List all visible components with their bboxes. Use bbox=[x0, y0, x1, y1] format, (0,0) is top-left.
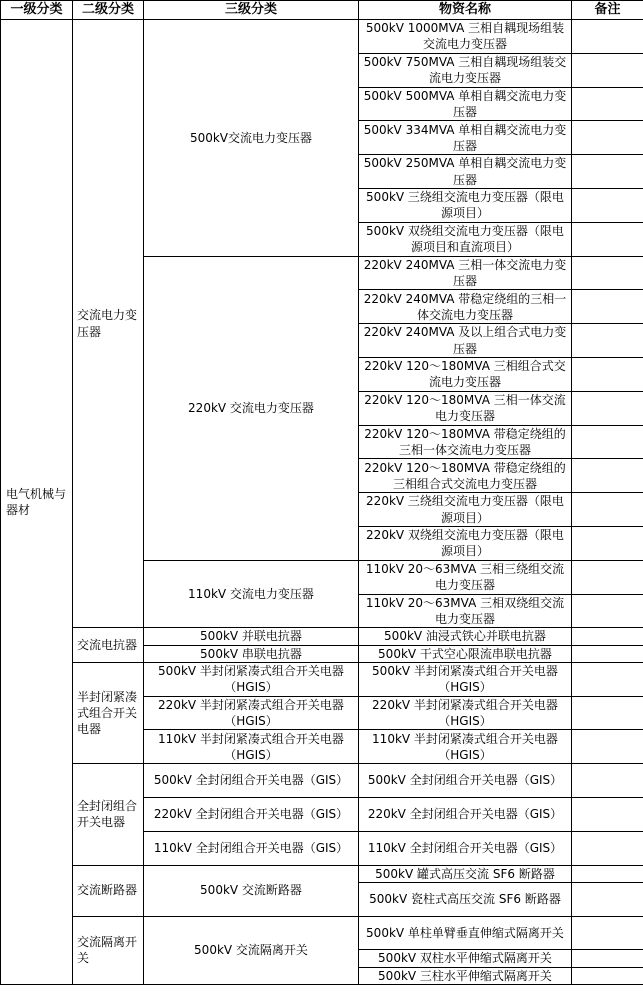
remark-cell bbox=[572, 391, 643, 425]
table-row bbox=[1, 628, 643, 645]
remark-cell bbox=[572, 560, 643, 594]
material-cell: 500kV 干式空心限流串联电抗器 bbox=[359, 645, 572, 662]
level3-cell: 220kV 半封闭紧凑式组合开关电器（HGIS） bbox=[144, 696, 359, 730]
remark-cell bbox=[572, 645, 643, 662]
remark-cell bbox=[572, 764, 643, 798]
material-cell: 220kV 120～180MVA 三相组合式交流电力变压器 bbox=[359, 357, 572, 391]
table-row bbox=[1, 662, 643, 696]
remark-cell bbox=[572, 256, 643, 290]
material-cell: 500kV 半封闭紧凑式组合开关电器（HGIS） bbox=[359, 662, 572, 696]
header-material: 物资名称 bbox=[359, 1, 572, 20]
remark-cell bbox=[572, 324, 643, 358]
level3-cell: 110kV 全封闭组合开关电器（GIS） bbox=[144, 831, 359, 865]
level2-cell: 全封闭组合开关电器 bbox=[73, 764, 144, 865]
level3-cell: 500kV 交流断路器 bbox=[144, 865, 359, 916]
remark-cell bbox=[572, 696, 643, 730]
material-cell: 110kV 20～63MVA 三相双绕组交流电力变压器 bbox=[359, 594, 572, 628]
header-level2: 二级分类 bbox=[73, 1, 144, 20]
table-row bbox=[1, 20, 643, 54]
material-cell: 220kV 120～180MVA 三相一体交流电力变压器 bbox=[359, 391, 572, 425]
material-cell: 500kV 500MVA 单相自耦交流电力变压器 bbox=[359, 87, 572, 121]
remark-cell bbox=[572, 662, 643, 696]
material-cell: 500kV 双绕组交流电力变压器（限电源项目和直流项目） bbox=[359, 222, 572, 256]
material-cell: 500kV 全封闭组合开关电器（GIS） bbox=[359, 764, 572, 798]
material-cell: 220kV 120～180MVA 带稳定绕组的三相一体交流电力变压器 bbox=[359, 425, 572, 459]
material-cell: 220kV 半封闭紧凑式组合开关电器（HGIS） bbox=[359, 696, 572, 730]
level2-cell: 交流电抗器 bbox=[73, 628, 144, 662]
material-cell: 500kV 瓷柱式高压交流 SF6 断路器 bbox=[359, 882, 572, 916]
level3-cell: 500kV 全封闭组合开关电器（GIS） bbox=[144, 764, 359, 798]
remark-cell bbox=[572, 222, 643, 256]
material-cell: 500kV 250MVA 单相自耦交流电力变压器 bbox=[359, 155, 572, 189]
level3-cell: 110kV 半封闭紧凑式组合开关电器（HGIS） bbox=[144, 730, 359, 764]
material-cell: 220kV 全封闭组合开关电器（GIS） bbox=[359, 797, 572, 831]
remark-cell bbox=[572, 594, 643, 628]
level1-cell: 电气机械与器材 bbox=[1, 20, 73, 985]
remark-cell bbox=[572, 155, 643, 189]
header-level3: 三级分类 bbox=[144, 1, 359, 20]
remark-cell bbox=[572, 865, 643, 882]
material-cell: 500kV 罐式高压交流 SF6 断路器 bbox=[359, 865, 572, 882]
remark-cell bbox=[572, 526, 643, 560]
level3-cell: 500kV 串联电抗器 bbox=[144, 645, 359, 662]
material-cell: 500kV 单柱单臂垂直伸缩式隔离开关 bbox=[359, 916, 572, 950]
material-cell: 110kV 半封闭紧凑式组合开关电器（HGIS） bbox=[359, 730, 572, 764]
remark-cell bbox=[572, 20, 643, 54]
remark-cell bbox=[572, 290, 643, 324]
material-cell: 220kV 240MVA 带稳定绕组的三相一体交流电力变压器 bbox=[359, 290, 572, 324]
remark-cell bbox=[572, 493, 643, 527]
table-row bbox=[1, 916, 643, 950]
remark-cell bbox=[572, 831, 643, 865]
remark-cell bbox=[572, 628, 643, 645]
material-cell: 110kV 20～63MVA 三相三绕组交流电力变压器 bbox=[359, 560, 572, 594]
level3-cell: 110kV 交流电力变压器 bbox=[144, 560, 359, 628]
level2-cell: 半封闭紧凑式组合开关电器 bbox=[73, 662, 144, 763]
level2-cell: 交流电力变压器 bbox=[73, 20, 144, 628]
remark-cell bbox=[572, 916, 643, 950]
material-cell: 500kV 三绕组交流电力变压器（限电源项目） bbox=[359, 188, 572, 222]
remark-cell bbox=[572, 797, 643, 831]
remark-cell bbox=[572, 53, 643, 87]
material-cell: 500kV 双柱水平伸缩式隔离开关 bbox=[359, 950, 572, 967]
level3-cell: 500kV交流电力变压器 bbox=[144, 20, 359, 257]
material-cell: 500kV 油浸式铁心并联电抗器 bbox=[359, 628, 572, 645]
material-cell: 220kV 三绕组交流电力变压器（限电源项目） bbox=[359, 493, 572, 527]
remark-cell bbox=[572, 425, 643, 459]
remark-cell bbox=[572, 121, 643, 155]
material-cell: 500kV 1000MVA 三相自耦现场组装交流电力变压器 bbox=[359, 20, 572, 54]
remark-cell bbox=[572, 357, 643, 391]
material-cell: 500kV 三柱水平伸缩式隔离开关 bbox=[359, 967, 572, 984]
level3-cell: 500kV 并联电抗器 bbox=[144, 628, 359, 645]
remark-cell bbox=[572, 882, 643, 916]
table-row bbox=[1, 764, 643, 798]
level3-cell: 500kV 半封闭紧凑式组合开关电器（HGIS） bbox=[144, 662, 359, 696]
level2-cell: 交流断路器 bbox=[73, 865, 144, 916]
table-row bbox=[1, 865, 643, 882]
remark-cell bbox=[572, 87, 643, 121]
material-cell: 500kV 334MVA 单相自耦交流电力变压器 bbox=[359, 121, 572, 155]
remark-cell bbox=[572, 967, 643, 984]
level2-cell: 交流隔离开关 bbox=[73, 916, 144, 984]
remark-cell bbox=[572, 188, 643, 222]
material-cell: 220kV 240MVA 及以上组合式电力变压器 bbox=[359, 324, 572, 358]
remark-cell bbox=[572, 730, 643, 764]
remark-cell bbox=[572, 950, 643, 967]
header-row bbox=[1, 1, 643, 20]
material-cell: 110kV 全封闭组合开关电器（GIS） bbox=[359, 831, 572, 865]
material-cell: 220kV 双绕组交流电力变压器（限电源项目） bbox=[359, 526, 572, 560]
material-cell: 500kV 750MVA 三相自耦现场组装交流电力变压器 bbox=[359, 53, 572, 87]
level3-cell: 220kV 交流电力变压器 bbox=[144, 256, 359, 560]
level3-cell: 500kV 交流隔离开关 bbox=[144, 916, 359, 984]
header-level1: 一级分类 bbox=[1, 1, 73, 20]
level3-cell: 220kV 全封闭组合开关电器（GIS） bbox=[144, 797, 359, 831]
material-cell: 220kV 120～180MVA 带稳定绕组的三相组合式交流电力变压器 bbox=[359, 459, 572, 493]
header-remark: 备注 bbox=[572, 1, 643, 20]
material-cell: 220kV 240MVA 三相一体交流电力变压器 bbox=[359, 256, 572, 290]
remark-cell bbox=[572, 459, 643, 493]
